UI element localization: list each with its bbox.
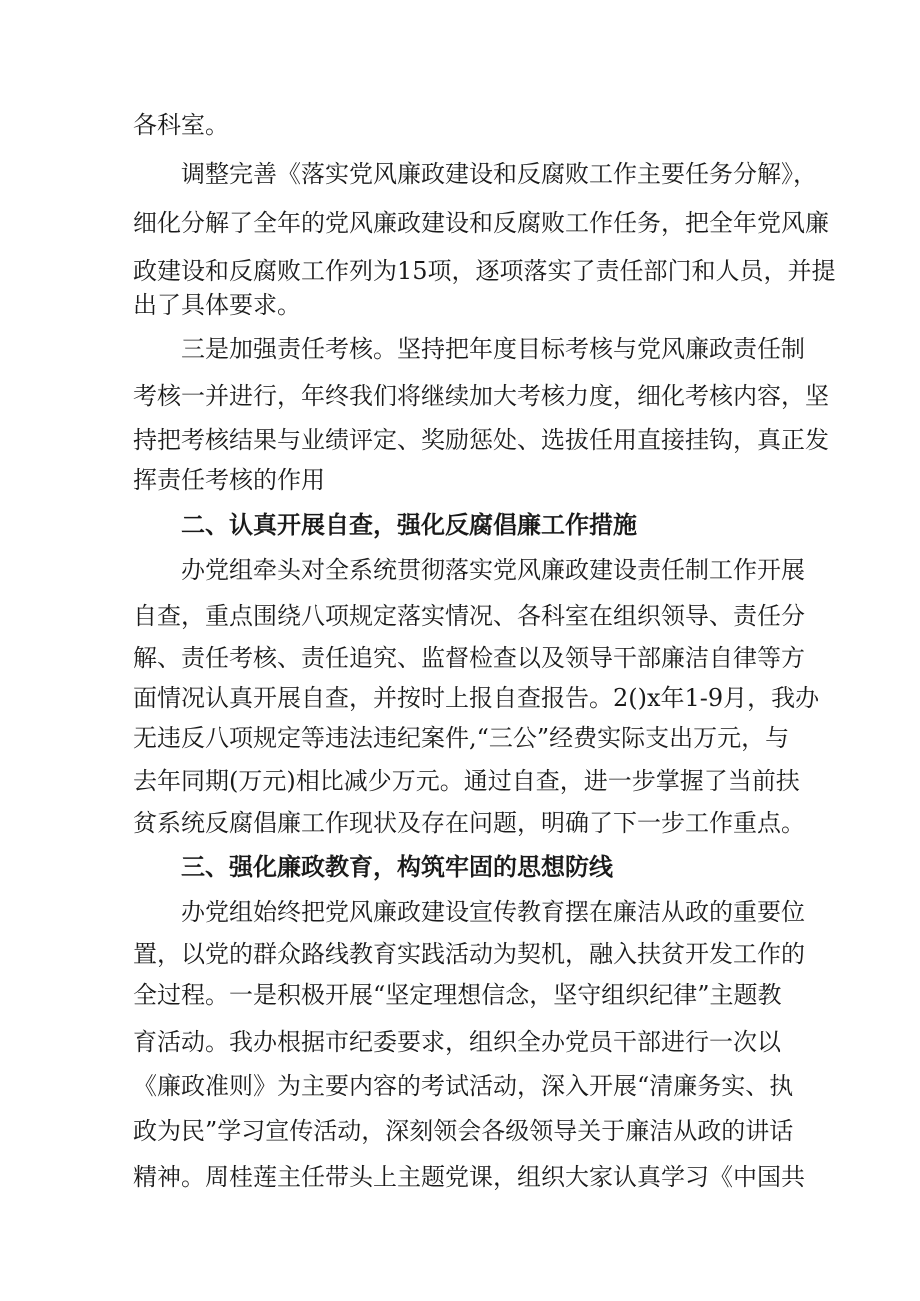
text-line: 政为民”学习宣传活动，深刻领会各级领导关于廉洁从政的讲话 bbox=[133, 1117, 794, 1145]
text-line: 育活动。我办根据市纪委要求，组织全办党员干部进行一次以 bbox=[133, 1028, 781, 1056]
text-line: 贫系统反腐倡廉工作现状及存在问题，明确了下一步工作重点。 bbox=[133, 809, 805, 837]
text-line: 持把考核结果与业绩评定、奖励惩处、选拔任用直接挂钩，真正发 bbox=[133, 426, 829, 454]
text-line: 出了具体要求。 bbox=[133, 291, 301, 319]
text-line: 置，以党的群众路线教育实践活动为契机，融入扶贫开发工作的 bbox=[133, 940, 805, 968]
text-line: 挥责任考核的作用 bbox=[133, 466, 325, 494]
text-line: 面情况认真开展自查，并按时上报自查报告。2()x年1-9月，我办 bbox=[133, 684, 820, 712]
paragraph-first-line: 三是加强责任考核。坚持把年度目标考核与党风廉政责任制 bbox=[181, 335, 805, 363]
text-line: 各科室。 bbox=[133, 111, 229, 139]
text-line: 政建设和反腐败工作列为15项，逐项落实了责任部门和人员，并提 bbox=[133, 257, 836, 285]
text-line: 全过程。一是积极开展“坚定理想信念，坚守组织纪律”主题教 bbox=[133, 981, 782, 1009]
paragraph-first-line: 调整完善《落实党风廉政建设和反腐败工作主要任务分解》， bbox=[181, 160, 817, 188]
text-line: 考核一并进行，年终我们将继续加大考核力度，细化考核内容，坚 bbox=[133, 382, 829, 410]
text-line: 精神。周桂莲主任带头上主题党课，组织大家认真学习《中国共 bbox=[133, 1163, 805, 1191]
text-line: 去年同期(万元)相比减少万元。通过自查，进一步掌握了当前扶 bbox=[133, 767, 800, 795]
section-heading: 三、强化廉政教育，构筑牢固的思想防线 bbox=[181, 853, 613, 881]
text-line: 无违反八项规定等违法违纪案件,“三公”经费实际支出万元，与 bbox=[133, 724, 790, 752]
text-line: 《廉政准则》为主要内容的考试活动，深入开展“清廉务实、执 bbox=[133, 1072, 794, 1100]
section-heading: 二、认真开展自查，强化反腐倡廉工作措施 bbox=[181, 511, 637, 539]
text-line: 自查，重点围绕八项规定落实情况、各科室在组织领导、责任分 bbox=[133, 602, 805, 630]
paragraph-first-line: 办党组始终把党风廉政建设宣传教育摆在廉洁从政的重要位 bbox=[181, 898, 805, 926]
text-line: 解、责任考核、责任追究、监督检查以及领导干部廉洁自律等方 bbox=[133, 644, 805, 672]
paragraph-first-line: 办党组牵头对全系统贯彻落实党风廉政建设责任制工作开展 bbox=[181, 556, 805, 584]
text-line: 细化分解了全年的党风廉政建设和反腐败工作任务，把全年党风廉 bbox=[133, 209, 829, 237]
